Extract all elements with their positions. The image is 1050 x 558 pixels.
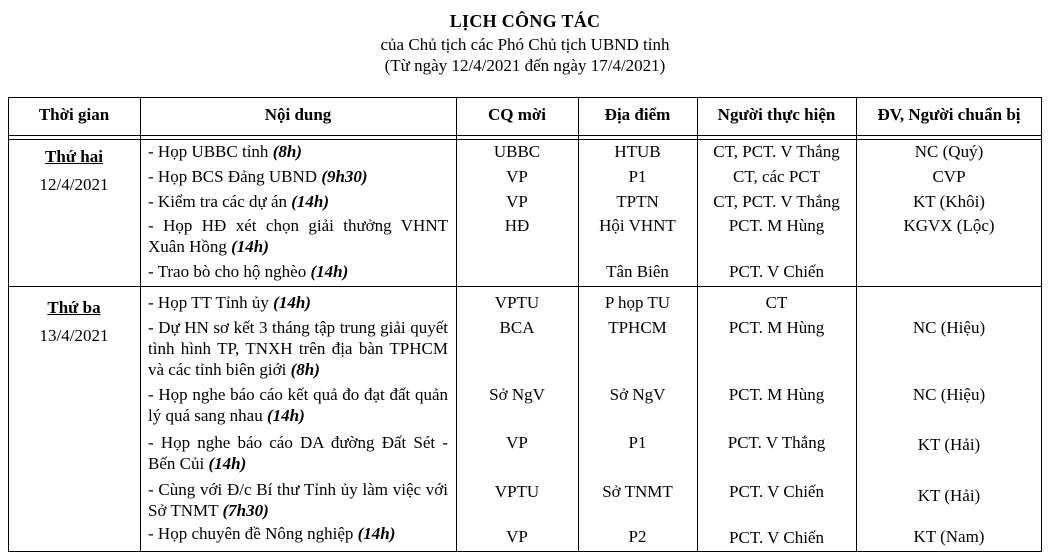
table-row-inviter: VPTU bbox=[494, 293, 540, 312]
table-row-content: - Họp TT Tỉnh ủy (14h) bbox=[148, 293, 311, 312]
column-header-content: Nội dung bbox=[264, 105, 332, 124]
column-header-time: Thời gian bbox=[38, 105, 110, 124]
table-row-content: - Họp nghe báo cáo DA đường Đất Sét - Bến Củi (14h) bbox=[148, 433, 448, 473]
column-header-preparer: ĐV, Người chuẩn bị bbox=[877, 105, 1021, 124]
table-row-content: - Họp BCS Đảng UBND (9h30) bbox=[148, 167, 368, 186]
column-header-inviter: CQ mời bbox=[487, 105, 547, 124]
column-header-location: Địa điểm bbox=[604, 105, 671, 124]
table-row-inviter: VP bbox=[506, 527, 528, 546]
table-row-content: - Dự HN sơ kết 3 tháng tập trung giải quyết tình hình TP, TNXH trên địa bàn TPHCM và các tỉnh biên giới (8h) bbox=[148, 318, 448, 379]
table-row-preparer: CVP bbox=[932, 167, 966, 186]
column-header-performer: Người thực hiện bbox=[717, 105, 836, 124]
day-label: Thứ ba bbox=[47, 298, 101, 317]
table-row-location: Hội VHNT bbox=[599, 216, 676, 235]
header-divider bbox=[8, 135, 1042, 136]
table-row-location: P2 bbox=[628, 527, 647, 546]
table-row-performer: PCT. V Thắng bbox=[727, 433, 826, 452]
table-row-performer: PCT. M Hùng bbox=[728, 385, 825, 404]
table-row-location: P1 bbox=[628, 433, 647, 452]
table-row-preparer: KT (Hải) bbox=[917, 435, 981, 454]
table-row-performer: PCT. M Hùng bbox=[728, 318, 825, 337]
document-title: LỊCH CÔNG TÁC bbox=[449, 11, 601, 31]
table-row-location: Sở NgV bbox=[609, 385, 666, 404]
table-row-location: TPHCM bbox=[608, 318, 667, 337]
table-row-content: - Họp chuyên đề Nông nghiệp (14h) bbox=[148, 524, 396, 543]
table-row-inviter: UBBC bbox=[493, 142, 541, 161]
table-row-performer: CT, PCT. V Thắng bbox=[713, 192, 840, 211]
table-row-inviter: VP bbox=[506, 192, 528, 211]
table-row-content: - Họp UBBC tỉnh (8h) bbox=[148, 142, 302, 161]
table-row-content: - Họp nghe báo cáo kết quả đo đạt đất quản lý quá sang nhau (14h) bbox=[148, 385, 448, 425]
day-date: 12/4/2021 bbox=[39, 175, 109, 194]
table-row-performer: CT bbox=[765, 293, 788, 312]
column-divider bbox=[140, 97, 141, 552]
day-divider bbox=[8, 286, 1042, 287]
table-row-performer: CT, PCT. V Thắng bbox=[713, 142, 840, 161]
day-date: 13/4/2021 bbox=[39, 326, 109, 345]
table-row-location: TPTN bbox=[616, 192, 659, 211]
table-row-preparer: NC (Hiệu) bbox=[912, 385, 986, 404]
table-row-content: - Trao bò cho hộ nghèo (14h) bbox=[148, 262, 349, 281]
table-row-inviter: VP bbox=[506, 433, 528, 452]
table-row-performer: PCT. V Chiến bbox=[729, 482, 824, 501]
header-divider bbox=[8, 139, 1042, 140]
table-row-content: - Họp HĐ xét chọn giải thưởng VHNT Xuân Hồng (14h) bbox=[148, 216, 448, 256]
table-row-location: P họp TU bbox=[604, 293, 671, 312]
table-row-performer: PCT. V Chiến bbox=[729, 262, 824, 281]
table-row-content: - Cùng với Đ/c Bí thư Tỉnh ủy làm việc với Sở TNMT (7h30) bbox=[148, 480, 448, 520]
table-row-inviter: Sở NgV bbox=[489, 385, 545, 404]
table-row-location: Sở TNMT bbox=[602, 482, 673, 501]
table-row-inviter: VP bbox=[506, 167, 528, 186]
table-row-preparer: KT (Khôi) bbox=[913, 192, 985, 211]
table-row-performer: CT, các PCT bbox=[732, 167, 821, 186]
table-row-preparer: KT (Nam) bbox=[913, 527, 985, 546]
table-row-performer: PCT. V Chiến bbox=[729, 528, 824, 547]
day-label: Thứ hai bbox=[45, 147, 103, 166]
table-row-preparer: NC (Hiệu) bbox=[912, 318, 986, 337]
table-row-location: P1 bbox=[628, 167, 647, 186]
table-row-inviter: VPTU bbox=[494, 482, 540, 501]
document-date-range: (Từ ngày 12/4/2021 đến ngày 17/4/2021) bbox=[384, 56, 666, 75]
table-row-performer: PCT. M Hùng bbox=[728, 216, 825, 235]
table-row-preparer: NC (Quý) bbox=[914, 142, 984, 161]
table-row-content: - Kiểm tra các dự án (14h) bbox=[148, 192, 330, 211]
document-subtitle: của Chủ tịch các Phó Chủ tịch UBND tỉnh bbox=[380, 35, 670, 54]
table-row-location: Tân Biên bbox=[606, 262, 669, 281]
table-row-preparer: KT (Hải) bbox=[917, 486, 981, 505]
table-row-inviter: BCA bbox=[499, 318, 535, 337]
table-row-preparer: KGVX (Lộc) bbox=[903, 216, 995, 235]
table-row-inviter: HĐ bbox=[504, 216, 530, 235]
table-row-location: HTUB bbox=[614, 142, 661, 161]
